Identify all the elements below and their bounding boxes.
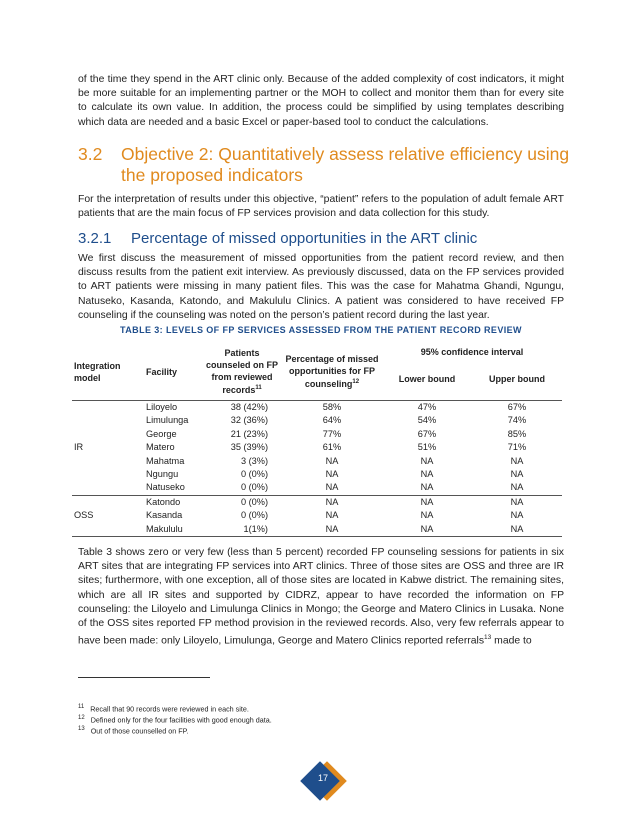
table-row bbox=[72, 414, 562, 427]
cell-missed: NA bbox=[282, 523, 382, 537]
cell-missed: NA bbox=[325, 469, 339, 480]
cell-missed: 77% bbox=[322, 428, 342, 439]
footnote bbox=[78, 724, 188, 736]
cell-facility: Liloyelo bbox=[146, 402, 178, 412]
after-table-tail: made to bbox=[491, 635, 532, 647]
footnote-divider bbox=[78, 677, 210, 678]
page-number: 17 bbox=[317, 773, 328, 783]
table-row bbox=[72, 481, 562, 495]
cell-facility: Katondo bbox=[146, 496, 181, 507]
header-missed-opportunities-text: Percentage of missed opportunities for FP counseling bbox=[285, 354, 379, 390]
cell-facility: Kasanda bbox=[146, 510, 183, 521]
page-number-badge bbox=[302, 760, 344, 802]
header-upper-bound: Upper bound bbox=[472, 360, 562, 401]
subsection-title: Percentage of missed opportunities in the ART clinic bbox=[131, 230, 478, 247]
footnote-number: 12 bbox=[78, 715, 85, 721]
cell-counseled: 21 (23%) bbox=[230, 428, 268, 439]
header-lower-bound: Lower bound bbox=[382, 360, 472, 401]
table-row bbox=[72, 455, 562, 468]
cell-lower: 47% bbox=[417, 402, 437, 412]
cell-missed: 58% bbox=[322, 402, 342, 412]
cell-integration-model: IR bbox=[72, 401, 144, 496]
cell-upper: NA bbox=[510, 469, 524, 480]
table-body bbox=[72, 401, 562, 537]
cell-lower: NA bbox=[420, 455, 434, 466]
table-row bbox=[72, 428, 562, 441]
cell-upper: NA bbox=[510, 496, 524, 507]
cell-facility: Makululu bbox=[144, 523, 202, 537]
cell-counseled: 0 (0%) bbox=[240, 496, 268, 507]
header-missed-opportunities bbox=[282, 345, 382, 401]
cell-facility: Limulunga bbox=[146, 415, 189, 426]
cell-missed: NA bbox=[325, 496, 339, 507]
cell-missed: 64% bbox=[322, 415, 342, 426]
cell-counseled: 0 (0%) bbox=[240, 469, 268, 480]
footnote-ref-12: 12 bbox=[352, 379, 360, 386]
header-facility: Facility bbox=[144, 345, 202, 401]
cell-lower: NA bbox=[382, 523, 472, 537]
cell-lower: NA bbox=[420, 469, 434, 480]
cell-counseled: 38 (42%) bbox=[230, 402, 268, 412]
table-row bbox=[72, 495, 562, 509]
cell-lower: NA bbox=[382, 481, 472, 495]
cell-facility: Natuseko bbox=[144, 481, 202, 495]
cell-missed: NA bbox=[325, 510, 339, 521]
cell-lower: 54% bbox=[417, 415, 437, 426]
cell-missed: 61% bbox=[322, 442, 342, 453]
fp-services-table bbox=[72, 345, 562, 537]
header-confidence-interval: 95% confidence interval bbox=[420, 346, 524, 357]
after-table-paragraph bbox=[78, 546, 564, 649]
cell-upper: 74% bbox=[507, 415, 527, 426]
cell-lower: NA bbox=[420, 496, 434, 507]
cell-upper: 85% bbox=[507, 428, 527, 439]
cell-missed: NA bbox=[325, 455, 339, 466]
subsection-paragraph: We first discuss the measurement of missed opportunities from the patient record review, and then discuss results from the patient exit interview. As previously discussed, data on the FP services provided to ART patients were missing in many patient files. This was the case for Mahatma Ghandi, Ngungu, Natuseko, Kasanda, Katondo, and Makululu Clinics. A patient was considered to have received FP counseling if the counseling was noted on the person’s patient record during the last year. bbox=[78, 253, 564, 321]
table-caption: TABLE 3: LEVELS OF FP SERVICES ASSESSED FROM THE PATIENT RECORD REVIEW bbox=[120, 325, 522, 335]
table-row bbox=[72, 401, 562, 415]
cell-missed: NA bbox=[282, 481, 382, 495]
footnote-number: 11 bbox=[78, 704, 85, 710]
table-row bbox=[72, 441, 562, 454]
section-paragraph: For the interpretation of results under this objective, “patient” refers to the population of adult female ART patients that are the main focus of FP services provision and data collection for this study. bbox=[78, 194, 564, 220]
after-table-text: Table 3 shows zero or very few (less than 5 percent) recorded FP counseling sessions for patients in six ART sites that are integrating FP services into ART clinics. Three of those sites are OSS and three are IR sites; furthermore, with one exception, all of those sites are located in Kabwe district. The remaining sites, which are all IR sites and supported by CIDRZ, appear to have recorded the information on FP counseling: the Liloyelo and Limulunga Clinics in Mongo; the George and Matero Clinics in Lusaka. None of the OSS sites reported FP method provision in the reviewed records. Also, very few referrals appear to have been made: only Liloyelo, Limulunga, George and Matero Clinics reported referrals bbox=[78, 547, 564, 647]
section-title: Objective 2: Quantitatively assess relative efficiency using the proposed indicators bbox=[121, 144, 570, 185]
footnote-text: Out of those counselled on FP. bbox=[90, 726, 189, 736]
footnote-ref-11: 11 bbox=[255, 385, 262, 392]
footnote-text: Recall that 90 records were reviewed in each site. bbox=[90, 704, 249, 714]
cell-facility: George bbox=[146, 428, 177, 439]
section-number: 3.2 bbox=[78, 144, 103, 164]
header-patients-counseled bbox=[202, 345, 282, 401]
cell-counseled: 0 (0%) bbox=[202, 481, 282, 495]
intro-paragraph: of the time they spend in the ART clinic only. Because of the added complexity of cost indicators, it might be more suitable for an implementing partner or the MOH to collect and monitor them than for every site to calculate its own value. In addition, the process could be simplified by using templates describing which data are needed and a basic Excel or paper-based tool to conduct the calculations. bbox=[78, 74, 564, 128]
subsection-number: 3.2.1 bbox=[78, 230, 112, 247]
cell-counseled: 0 (0%) bbox=[240, 510, 268, 521]
cell-upper: NA bbox=[472, 481, 562, 495]
header-integration-model: Integration model bbox=[72, 345, 144, 401]
footnote-ref-13: 13 bbox=[484, 634, 492, 642]
cell-counseled: 32 (36%) bbox=[230, 415, 268, 426]
header-patients-counseled-text: Patients counseled on FP from reviewed records bbox=[205, 348, 278, 396]
footnote-number: 13 bbox=[78, 726, 85, 732]
cell-upper: 71% bbox=[507, 442, 527, 453]
cell-lower: 51% bbox=[417, 442, 437, 453]
cell-counseled: 1(1%) bbox=[202, 523, 282, 537]
cell-upper: NA bbox=[472, 523, 562, 537]
cell-upper: NA bbox=[510, 510, 524, 521]
footnote-text: Defined only for the four facilities with good enough data. bbox=[90, 715, 272, 725]
cell-lower: NA bbox=[420, 510, 434, 521]
cell-integration-model: OSS bbox=[72, 495, 144, 536]
cell-lower: 67% bbox=[417, 428, 437, 439]
cell-facility: Matero bbox=[146, 442, 175, 453]
cell-upper: 67% bbox=[507, 402, 527, 412]
cell-counseled: 35 (39%) bbox=[230, 442, 268, 453]
cell-upper: NA bbox=[510, 455, 524, 466]
cell-facility: Mahatma bbox=[146, 455, 185, 466]
table-row bbox=[72, 523, 562, 537]
table-row bbox=[72, 468, 562, 481]
table-row bbox=[72, 509, 562, 522]
cell-facility: Ngungu bbox=[146, 469, 179, 480]
cell-counseled: 3 (3%) bbox=[240, 455, 268, 466]
